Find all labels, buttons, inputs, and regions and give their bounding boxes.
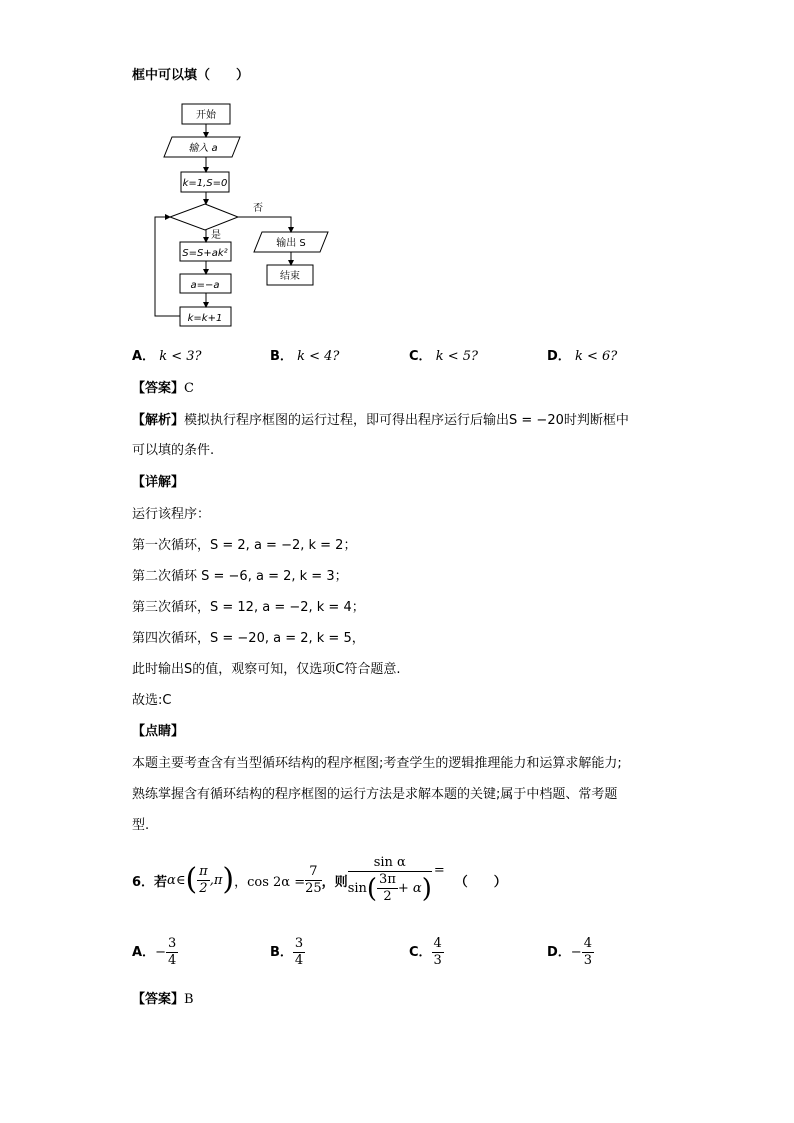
q6-cos-fraction xyxy=(305,864,322,897)
fraction-denominator xyxy=(348,872,432,905)
option-letter: B． xyxy=(270,944,293,960)
comment-line-2: 熟练掌握含有循环结构的程序框图的运行方法是求解本题的关键;属于中档题、常考题 xyxy=(132,787,618,802)
q6-interval-end: ,π xyxy=(209,872,223,888)
option-fraction xyxy=(582,936,594,969)
analysis-line-2: 可以填的条件. xyxy=(132,443,215,458)
option-a xyxy=(132,936,178,969)
question-6 xyxy=(132,850,507,910)
answer-tag: 【答案】 xyxy=(132,992,185,1007)
option-fraction xyxy=(432,936,444,969)
fraction-denominator: 4 xyxy=(167,953,177,968)
question-stem-tail: 框中可以填（ ） xyxy=(132,68,250,83)
run-intro: 运行该程序： xyxy=(132,507,211,522)
choose-line: 故选:C xyxy=(132,693,172,708)
flow-init-label: k=1,S=0 xyxy=(182,178,228,189)
flow-start-label: 开始 xyxy=(196,110,216,121)
option-letter: C． xyxy=(409,944,432,960)
option-b xyxy=(270,936,305,969)
loop-3: 第三次循环，S = 12, a = −2, k = 4； xyxy=(132,600,365,615)
analysis-tag: 【解析】 xyxy=(132,413,185,428)
answer-line xyxy=(132,379,194,399)
q6-blank: （ ） xyxy=(454,874,507,890)
paren-left: ( xyxy=(366,873,378,904)
option-text: k < 5? xyxy=(435,349,478,364)
flow-yes-label: 是 xyxy=(211,230,221,241)
fraction-numerator: 3 xyxy=(167,936,177,951)
answer-value: B xyxy=(184,992,194,1007)
ratio-den-suffix: + α xyxy=(397,880,422,896)
q6-ratio-fraction xyxy=(348,855,432,905)
flow-input-label: 输入 a xyxy=(188,143,218,154)
comment-line-3: 型. xyxy=(132,818,150,833)
fraction-denominator: 3 xyxy=(583,953,592,968)
answer-tag: 【答案】 xyxy=(132,381,185,396)
option-d xyxy=(547,347,617,367)
fraction-denominator: 2 xyxy=(383,889,392,904)
ratio-den-prefix: sin xyxy=(347,880,367,896)
fraction-numerator: 4 xyxy=(433,936,442,951)
fraction-numerator: 3 xyxy=(294,936,304,951)
q6-then: ，则 xyxy=(321,874,348,890)
option-letter: C． xyxy=(409,349,432,364)
paren-right: ) xyxy=(222,862,235,897)
q6-equals: = xyxy=(433,862,445,878)
option-fraction xyxy=(166,936,178,969)
ratio-inner-fraction xyxy=(377,872,398,905)
option-c xyxy=(409,936,444,969)
paren-left: ( xyxy=(185,862,198,897)
fraction-numerator: 4 xyxy=(583,936,592,951)
option-letter: D． xyxy=(547,944,571,960)
option-letter: A． xyxy=(132,944,156,960)
q6-interval-fraction xyxy=(197,864,210,897)
comment-tag: 【点睛】 xyxy=(132,724,185,739)
flow-update-a-label: a=−a xyxy=(190,280,220,291)
q6-answer-line xyxy=(132,990,194,1010)
fraction-numerator: 3π xyxy=(379,872,396,887)
option-letter: A． xyxy=(132,349,156,364)
flow-update-s-label: S=S+ak² xyxy=(182,248,228,259)
loop-2: 第二次循环 S = −6, a = 2, k = 3； xyxy=(132,569,348,584)
fraction-numerator: π xyxy=(199,863,208,879)
option-b xyxy=(270,347,339,367)
option-text: k < 3? xyxy=(159,349,202,364)
q6-cos-expr: ，cos 2α = xyxy=(234,874,306,890)
option-text: k < 6? xyxy=(574,349,618,364)
option-sign: − xyxy=(155,944,166,960)
fraction-numerator: sin α xyxy=(348,855,432,872)
option-a xyxy=(132,347,201,367)
conclusion: 此时输出S的值，观察可知，仅选项C符合题意. xyxy=(132,662,401,677)
loop-1: 第一次循环，S = 2, a = −2, k = 2； xyxy=(132,538,357,553)
flowchart xyxy=(145,98,345,330)
analysis-text-1: 模拟执行程序框图的运行过程，即可得出程序运行后输出S = −20时判断框中 xyxy=(184,413,629,428)
answer-value: C xyxy=(184,381,194,396)
analysis-line-1 xyxy=(132,411,629,431)
paren-right: ) xyxy=(421,873,432,904)
option-fraction xyxy=(293,936,305,969)
comment-line-1: 本题主要考查含有当型循环结构的程序框图;考查学生的逻辑推理能力和运算求解能力; xyxy=(132,756,622,771)
flow-decision-diamond xyxy=(170,204,238,230)
q6-alpha-in: α∈ xyxy=(167,872,186,888)
fraction-denominator: 25 xyxy=(305,880,322,896)
option-sign: − xyxy=(570,944,582,960)
flow-update-k-label: k=k+1 xyxy=(187,313,223,324)
flow-end-label: 结束 xyxy=(280,271,300,282)
detail-tag: 【详解】 xyxy=(132,475,185,490)
option-c xyxy=(409,347,478,367)
option-d xyxy=(547,936,594,969)
fraction-denominator: 3 xyxy=(433,953,442,968)
option-letter: B． xyxy=(270,349,293,364)
loop-4: 第四次循环，S = −20, a = 2, k = 5， xyxy=(132,631,365,646)
fraction-denominator: 2 xyxy=(199,880,208,896)
option-text: k < 4? xyxy=(297,349,340,364)
q6-number: 6．若 xyxy=(132,874,168,890)
fraction-numerator: 7 xyxy=(305,864,322,881)
flow-output-label: 输出 S xyxy=(276,238,306,249)
option-letter: D． xyxy=(547,349,571,364)
fraction-denominator: 4 xyxy=(294,953,304,968)
flow-no-label: 否 xyxy=(253,203,263,214)
